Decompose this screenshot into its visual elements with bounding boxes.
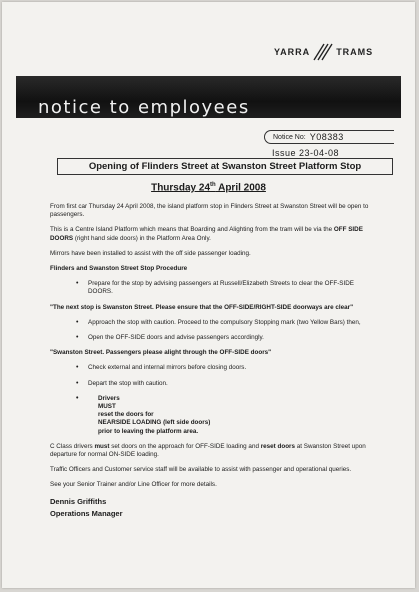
bullet-depart: • Depart the stop with caution.: [50, 380, 380, 388]
yarra-trams-logo: [274, 43, 373, 61]
notice-title: Opening of Flinders Street at Swanston Street Platform Stop: [57, 158, 393, 175]
notice-banner: [16, 76, 401, 118]
notice-body: [50, 203, 380, 519]
announcement-2: "Swanston Street. Passengers please alight through the OFF-SIDE doors": [50, 349, 272, 357]
signature-name: Dennis Griffiths: [50, 496, 107, 506]
paragraph-contact: See your Senior Trainer and/or Line Officer for more details.: [50, 481, 217, 489]
paragraph-platform: This is a Centre Island Platform which means that Boarding and Alighting from the tram will be via the OFF SIDE DOORS (right hand side doors) in the Platform Area Only.: [50, 226, 363, 242]
paragraph-intro: From first car Thursday 24 April 2008, the island platform stop in Flinders Street at Swanston Street will be open to passengers.: [50, 203, 369, 219]
notice-number-box: [264, 130, 394, 144]
notice-number: Y08383: [309, 132, 344, 142]
paragraph-mirrors: Mirrors have been installed to assist with the off side passenger loading.: [50, 249, 251, 257]
logo-text-right: TRAMS: [336, 47, 374, 57]
paragraph-staff: Traffic Officers and Customer service staff will be available to assist with passenger and operational queries.: [50, 466, 352, 474]
issue-date: Issue 23-04-08: [272, 148, 340, 158]
logo-text-left: YARRA: [274, 47, 311, 57]
banner-title: notice to employees: [38, 97, 250, 118]
procedure-heading: Flinders and Swanston Street Stop Procedure: [50, 265, 188, 273]
announcement-1: "The next stop is Swanston Street. Please ensure that the OFF-SIDE/RIGHT-SIDE doorways are clear": [50, 303, 354, 311]
bullet-reset-doors: • Drivers MUST reset the doors for NEARSIDE LOADING (left side doors) prior to leaving the platform area.: [50, 395, 380, 436]
bullet-approach: • Approach the stop with caution. Proceed to the compulsory Stopping mark (two Yellow Bars) then,: [50, 319, 380, 327]
logo-mark-icon: [312, 43, 334, 61]
bullet-prepare: • Prepare for the stop by advising passengers at Russell/Elizabeth Streets to clear the OFF-SIDE DOORS.: [50, 280, 380, 296]
paragraph-c-class: C Class drivers must set doors on the approach for OFF-SIDE loading and reset doors at Swanston Street upon departure for normal ON-SIDE loading.: [50, 442, 366, 459]
signature-role: Operations Manager: [50, 508, 123, 518]
notice-label: Notice No:: [273, 133, 306, 141]
bullet-check-mirrors: • Check external and internal mirrors before closing doors.: [50, 364, 380, 372]
notice-page: [2, 2, 415, 588]
bullet-open-doors: • Open the OFF-SIDE doors and advise passengers accordingly.: [50, 334, 380, 342]
effective-date: Thursday 24th April 2008: [151, 182, 266, 194]
